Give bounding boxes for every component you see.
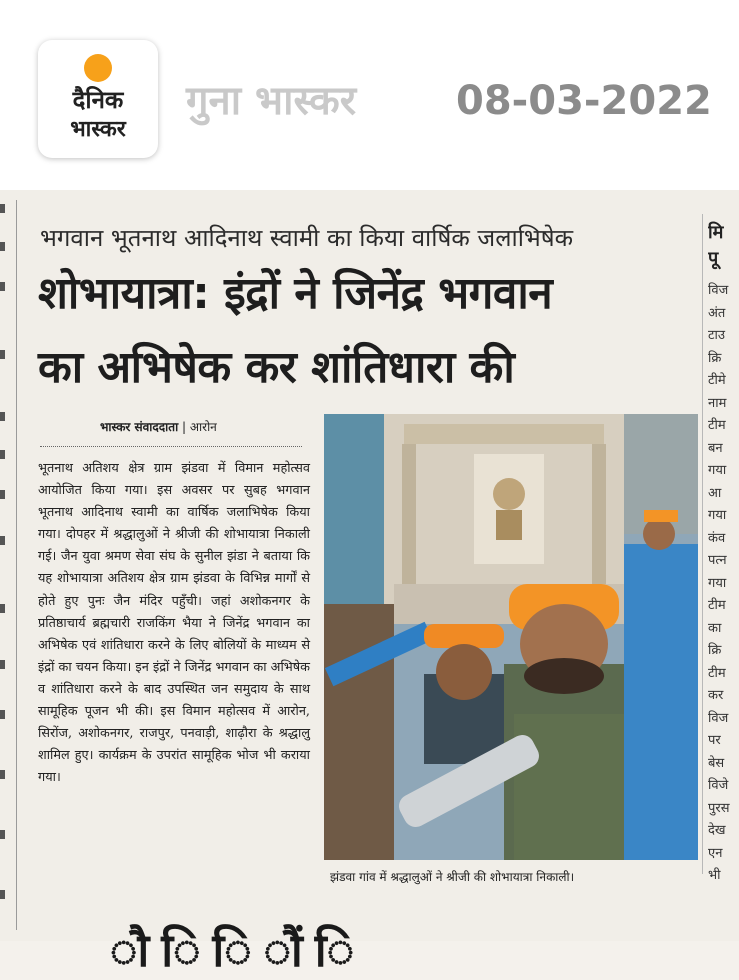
side-row: गया	[708, 463, 727, 478]
side-row: पर	[708, 733, 721, 748]
side-row: क्रि	[708, 350, 722, 366]
next-headline-fragment: ौ ि ि ौं ि	[110, 923, 355, 977]
side-row: बन	[708, 440, 723, 456]
byline-source: भास्कर संवाददाता	[100, 420, 179, 434]
side-headline-line2: पू	[708, 248, 719, 269]
byline-place: आरोन	[189, 420, 217, 434]
edition-date: 08-03-2022	[456, 78, 712, 124]
dainik-bhaskar-logo	[38, 40, 158, 158]
column-rule-left	[16, 200, 17, 930]
side-row: विज	[708, 710, 729, 726]
article-body: भूतनाथ अतिशय क्षेत्र ग्राम झंडवा में विमान महोत्सव आयोजित किया गया। इस अवसर पर सुबह भगवान भूतनाथ आदिनाथ स्वामी का वार्षिक जलाभिषेक किया गया। दोपहर में श्रद्धालुओं ने श्रीजी की शोभायात्रा निकाली गई। जैन युवा श्रमण सेवा संघ के सुनील झंडा ने बताया कि यह शोभायात्रा अतिशय क्षेत्र ग्राम झंडवा के विभिन्न मार्गों से होते हुए पुनः जैन मंदिर पहुँची। जहां अशोकनगर के प्रतिष्ठाचार्य ब्रह्मचारी राजकिंग भैया ने जिनेंद्र भगवान का अभिषेक एवं शांतिधारा करने के लिए बोलियों के माध्यम से इंद्रों का चयन किया। इन इंद्रों ने जिनेंद्र भगवान का अभिषेक व शांतिधारा करने के बाद उपस्थित जन समुदाय के साथ सामूहिक पूजन भी की। इस विमान महोत्सव में आरोन, सिरोंज, अशोकनगर, राजपुर, पनवाड़ी, शाढ़ौरा के श्रद्धालु शामिल हुए। कार्यक्रम के उपरांत सामूहिक भोज भी कराया गया।	[38, 461, 310, 786]
procession-photo	[324, 414, 698, 860]
headline-line2: का अभिषेक कर शांतिधारा की	[38, 342, 515, 393]
side-row: भी	[708, 868, 721, 883]
column-rule-right	[702, 214, 703, 874]
headline-line1: शोभायात्रा: इंद्रों ने जिनेंद्र भगवान	[38, 268, 553, 319]
side-row: विज	[708, 283, 729, 298]
side-row: टीम	[708, 665, 726, 681]
side-row: टीम	[708, 598, 726, 613]
side-row: टाउ	[708, 328, 726, 343]
side-row: कर	[708, 688, 724, 703]
side-row: बेस	[708, 755, 725, 771]
edition-name: गुना भास्कर	[186, 78, 357, 124]
side-row: पत्न	[708, 553, 727, 568]
side-row: एन	[708, 845, 723, 861]
side-row: का	[708, 620, 722, 636]
side-row: टीम	[708, 418, 726, 433]
sun-icon	[84, 54, 112, 82]
logo-text-line2: भास्कर	[70, 117, 126, 142]
side-row: कंव	[708, 530, 726, 546]
side-row: गया	[708, 508, 727, 523]
side-row: आ	[708, 485, 722, 501]
side-row: नाम	[708, 395, 727, 411]
side-row: विजे	[708, 778, 729, 793]
left-column-edge	[0, 190, 8, 941]
byline: भास्कर संवाददाता | आरोन	[100, 420, 217, 434]
article-kicker: भगवान भूतनाथ आदिनाथ स्वामी का किया वार्षिक जलाभिषेक	[40, 224, 574, 252]
side-row: क्रि	[708, 643, 722, 658]
adjacent-article-column	[708, 220, 739, 890]
side-row: देख	[708, 823, 726, 838]
side-row: अंत	[708, 305, 726, 321]
logo-text-line1: दैनिक	[72, 86, 124, 114]
side-headline-line1: मि	[708, 222, 724, 243]
side-row: पुरस	[708, 800, 730, 816]
photo-illustration	[324, 414, 698, 860]
byline-divider	[40, 446, 302, 447]
photo-caption: झंडवा गांव में श्रद्धालुओं ने श्रीजी की शोभायात्रा निकाली।	[330, 870, 575, 884]
side-row: टीमे	[708, 373, 726, 388]
page-header	[0, 0, 739, 190]
side-row: गया	[708, 575, 727, 591]
